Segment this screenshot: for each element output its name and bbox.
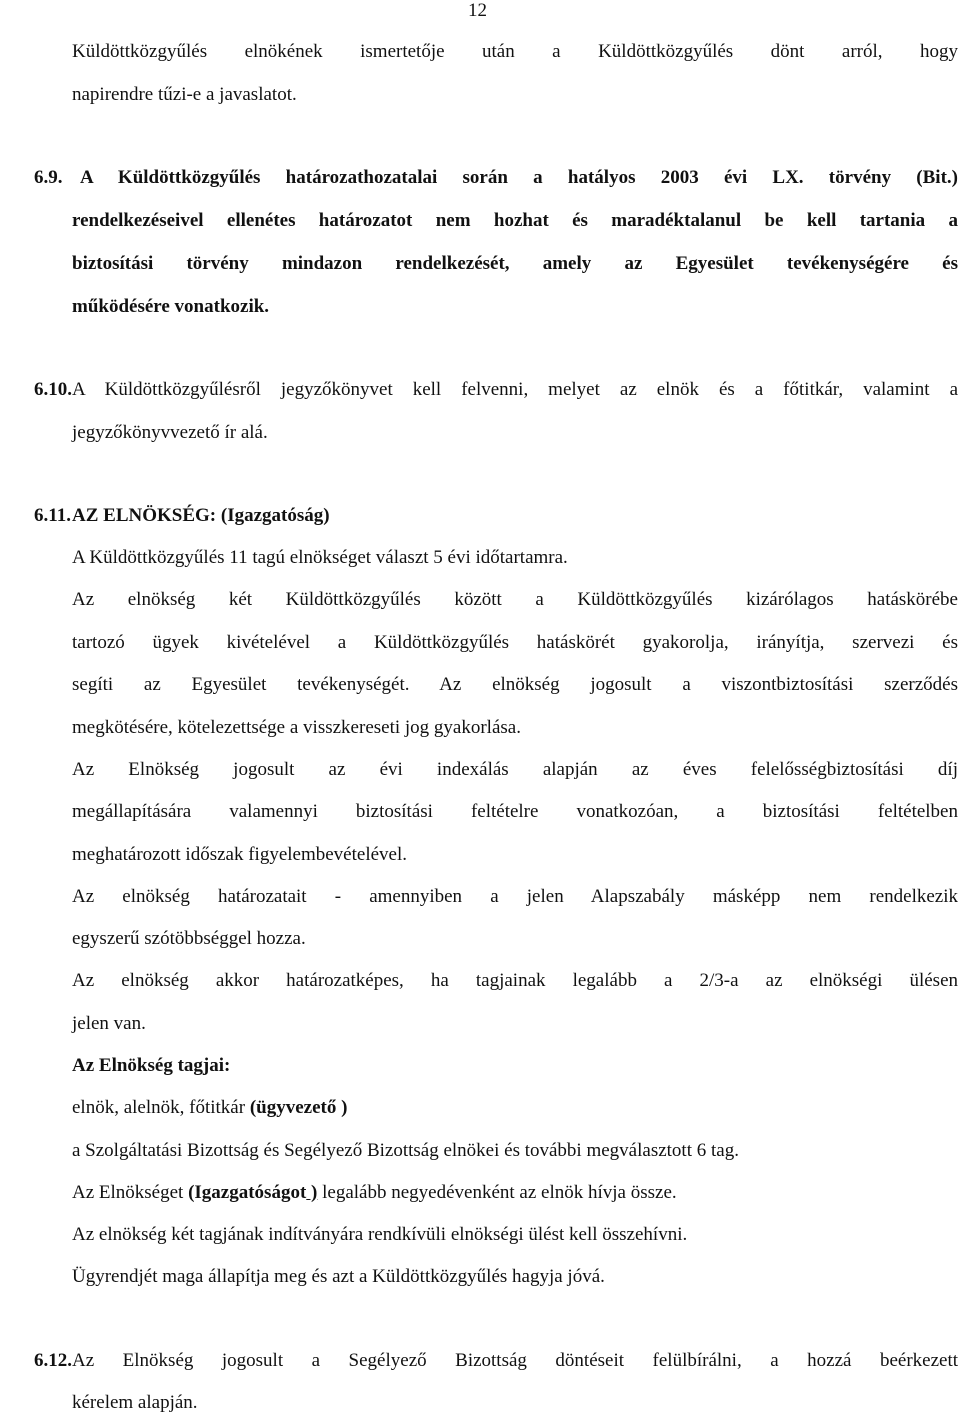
section-6-11-p5-line-1: Az elnökség akkor határozatképes, ha tagjainak legalább a 2/3-a az elnökségi ülésen <box>72 970 958 991</box>
section-6-9-line-2: rendelkezéseivel ellenétes határozatot nem hozhat és maradéktalanul be kell tartania a <box>72 210 958 231</box>
intro-line-1: Küldöttközgyűlés elnökének ismertetője után a Küldöttközgyűlés dönt arról, hogy <box>72 41 958 62</box>
section-6-11-heading: AZ ELNÖKSÉG: (Igazgatóság) <box>72 505 330 526</box>
section-6-12-line-1: Az Elnökség jogosult a Segélyező Bizottság döntéseit felülbírálni, a hozzá beérkezett <box>72 1350 958 1371</box>
extraordinary-meeting-line: Az elnökség két tagjának indítványára rendkívüli elnökségi ülést kell összehívni. <box>72 1224 688 1245</box>
section-6-11-p2-line-4: megkötésére, kötelezettsége a visszkereseti jog gyakorlása. <box>72 717 521 738</box>
convene-line <box>72 1181 677 1205</box>
convene-end: legalább negyedévenként az elnök hívja össze. <box>317 1182 677 1203</box>
members-role-executive: (ügyvezető ) <box>249 1097 348 1118</box>
section-6-11-p2-line-1: Az elnökség két Küldöttközgyűlés között a Küldöttközgyűlés kizárólagos hatáskörébe <box>72 589 958 610</box>
section-6-10-line-1: A Küldöttközgyűlésről jegyzőkönyvet kell felvenni, melyet az elnök és a főtitkár, valamint a <box>72 379 958 400</box>
members-heading: Az Elnökség tagjai: <box>72 1055 231 1076</box>
page-number: 12 <box>468 0 487 21</box>
section-6-11-p3-line-3: meghatározott időszak figyelembevételével. <box>72 844 407 865</box>
section-6-11-p5-line-2: jelen van. <box>72 1013 146 1034</box>
section-number-6-10: 6.10. <box>34 379 72 400</box>
section-6-11-p3-line-1: Az Elnökség jogosult az évi indexálás alapján az éves felelősségbiztosítási díj <box>72 759 958 780</box>
section-6-9-line-3: biztosítási törvény mindazon rendelkezését, amely az Egyesület tevékenységére és <box>72 253 958 274</box>
members-line-2: a Szolgáltatási Bizottság és Segélyező Bizottság elnökei és további megválasztott 6 tag. <box>72 1140 739 1161</box>
section-number-6-12: 6.12. <box>34 1350 72 1371</box>
section-number-6-9: 6.9. <box>34 167 63 188</box>
section-6-10-line-2: jegyzőkönyvvezető ír alá. <box>72 422 268 443</box>
section-6-12-line-2: kérelem alapján. <box>72 1392 198 1413</box>
rules-of-procedure-line: Ügyrendjét maga állapítja meg és azt a Küldöttközgyűlés hagyja jóvá. <box>72 1266 605 1287</box>
intro-line-2: napirendre tűzi-e a javaslatot. <box>72 84 297 105</box>
section-6-11-p1: A Küldöttközgyűlés 11 tagú elnökséget választ 5 évi időtartamra. <box>72 547 568 568</box>
section-6-9-line-1: A Küldöttközgyűlés határozathozatalai során a hatályos 2003 évi LX. törvény (Bit.) <box>80 167 958 188</box>
section-6-11-p4-line-1: Az elnökség határozatait - amennyiben a jelen Alapszabály másképp nem rendelkezik <box>72 886 958 907</box>
section-6-9-line-4: működésére vonatkozik. <box>72 296 270 317</box>
section-6-11-p3-line-2: megállapítására valamennyi biztosítási feltételre vonatkozóan, a biztosítási feltételben <box>72 801 958 822</box>
section-6-11-p4-line-2: egyszerű szótöbbséggel hozza. <box>72 928 306 949</box>
members-roles: elnök, alelnök, főtitkár <box>72 1097 250 1118</box>
convene-board-close: ) <box>306 1182 318 1203</box>
section-6-11-p2-line-2: tartozó ügyek kivételével a Küldöttközgyűlés hatáskörét gyakorolja, irányítja, szervezi és <box>72 632 958 653</box>
members-line-1 <box>72 1096 347 1120</box>
convene-board-term: (Igazgatóságot <box>188 1182 307 1203</box>
section-6-11-p2-line-3: segíti az Egyesület tevékenységét. Az elnökség jogosult a viszontbiztosítási szerződés <box>72 674 958 695</box>
section-number-6-11: 6.11. <box>34 505 71 526</box>
convene-start: Az Elnökséget <box>72 1182 189 1203</box>
